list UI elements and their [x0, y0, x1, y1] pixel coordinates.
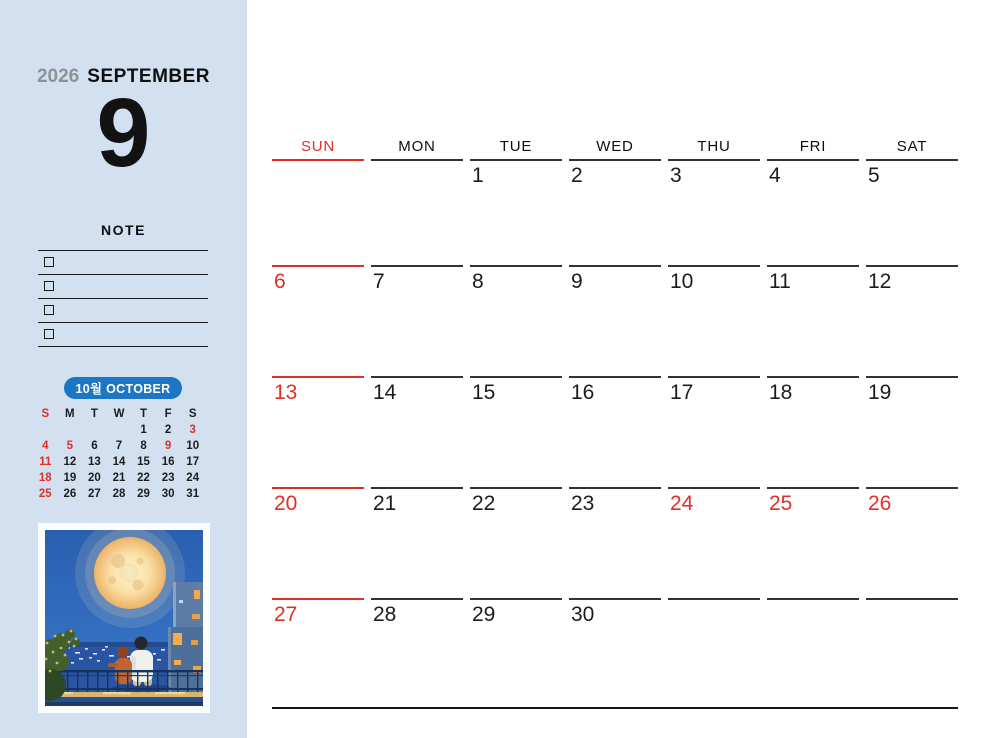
date-cell-27[interactable]: 27	[272, 598, 364, 707]
date-cell-3[interactable]: 3	[668, 159, 760, 265]
date-cell-22[interactable]: 22	[470, 487, 562, 598]
mini-date-cell: 9	[164, 440, 172, 452]
mini-date-cell: 21	[112, 472, 126, 484]
mini-date-cell: 12	[63, 456, 77, 468]
walkway	[45, 692, 203, 706]
mini-weekday-header: W	[113, 408, 125, 420]
mini-weekday-header: F	[164, 408, 172, 420]
mini-date-cell: 19	[63, 472, 77, 484]
date-cell-25[interactable]: 25	[767, 487, 859, 598]
weekday-header-thu: THU	[697, 138, 731, 155]
mini-empty-cell	[33, 422, 58, 438]
mini-weekday-header: T	[90, 408, 98, 420]
mini-date-cell: 16	[161, 456, 175, 468]
mini-date-cell: 4	[42, 440, 49, 452]
weekday-header-sun: SUN	[300, 138, 336, 155]
mini-date-cell: 6	[91, 440, 98, 452]
mini-date-cell: 23	[161, 472, 175, 484]
note-line	[38, 274, 208, 298]
date-cell-4[interactable]: 4	[767, 159, 859, 265]
mini-empty-cell	[82, 422, 107, 438]
mini-date-cell: 24	[186, 472, 200, 484]
date-cell-30[interactable]: 30	[569, 598, 661, 707]
weekday-header-sat: SAT	[896, 138, 928, 155]
month-number: 9	[96, 78, 151, 187]
mini-date-cell: 28	[112, 488, 126, 500]
date-cell-empty	[866, 598, 958, 707]
mini-date-cell: 30	[161, 488, 175, 500]
mini-date-cell: 1	[140, 424, 147, 436]
mini-date-cell: 13	[88, 456, 101, 468]
date-cell-18[interactable]: 18	[767, 376, 859, 487]
note-checkbox[interactable]	[44, 281, 54, 291]
mini-date-cell: 10	[186, 440, 200, 452]
note-line	[38, 250, 208, 274]
mini-date-cell: 17	[186, 456, 200, 468]
note-title: NOTE	[101, 222, 146, 238]
mini-weekday-header: S	[188, 408, 197, 420]
mini-calendar	[33, 406, 205, 502]
mini-weekday-header: S	[41, 408, 50, 420]
date-cell-14[interactable]: 14	[371, 376, 463, 487]
photo-frame	[38, 523, 210, 713]
weekday-header-wed: WED	[596, 138, 634, 155]
mini-date-cell: 2	[164, 424, 172, 436]
date-cell-empty	[668, 598, 760, 707]
date-cell-empty	[272, 159, 364, 265]
mini-date-cell: 20	[88, 472, 101, 484]
date-cell-29[interactable]: 29	[470, 598, 562, 707]
note-checkbox[interactable]	[44, 305, 54, 315]
mini-empty-cell	[58, 422, 83, 438]
mini-date-cell: 14	[112, 456, 126, 468]
date-cell-2[interactable]: 2	[569, 159, 661, 265]
moon-couple-illustration	[45, 530, 203, 706]
next-month-badge-label: 10월 OCTOBER	[75, 382, 171, 396]
date-cell-23[interactable]: 23	[569, 487, 661, 598]
date-cell-12[interactable]: 12	[866, 265, 958, 376]
date-cell-empty	[371, 159, 463, 265]
date-cell-17[interactable]: 17	[668, 376, 760, 487]
mini-date-cell: 18	[38, 472, 52, 484]
month-name-label: SEPTEMBER	[87, 66, 211, 87]
mini-date-cell: 8	[140, 440, 147, 452]
mini-date-cell: 31	[186, 488, 200, 500]
mini-weekday-header: M	[65, 408, 75, 420]
weekday-header-tue: TUE	[499, 138, 533, 155]
mini-date-cell: 11	[39, 456, 52, 468]
mini-date-cell: 15	[137, 456, 150, 468]
date-cell-11[interactable]: 11	[767, 265, 859, 376]
note-line	[38, 322, 208, 346]
date-cell-21[interactable]: 21	[371, 487, 463, 598]
date-cell-9[interactable]: 9	[569, 265, 661, 376]
date-cell-16[interactable]: 16	[569, 376, 661, 487]
date-cell-8[interactable]: 8	[470, 265, 562, 376]
sidebar	[0, 0, 247, 738]
mini-date-cell: 27	[88, 488, 101, 500]
weekday-header-mon: MON	[398, 138, 436, 155]
mini-date-cell: 5	[66, 440, 74, 452]
date-cell-6[interactable]: 6	[272, 265, 364, 376]
year-label: 2026	[36, 66, 80, 87]
mini-weekday-header: T	[140, 408, 148, 420]
mini-date-cell: 22	[137, 472, 150, 484]
next-month-badge[interactable]	[64, 377, 182, 399]
date-cell-19[interactable]: 19	[866, 376, 958, 487]
date-cell-26[interactable]: 26	[866, 487, 958, 598]
note-checkbox[interactable]	[44, 257, 54, 267]
date-cell-15[interactable]: 15	[470, 376, 562, 487]
note-list	[38, 250, 208, 347]
mini-date-cell: 7	[115, 440, 123, 452]
date-cell-1[interactable]: 1	[470, 159, 562, 265]
calendar-bottom-rule	[272, 707, 958, 709]
mini-date-cell: 25	[38, 488, 52, 500]
note-checkbox[interactable]	[44, 329, 54, 339]
date-cell-28[interactable]: 28	[371, 598, 463, 707]
mini-date-cell: 3	[189, 424, 196, 436]
main-calendar-grid	[272, 138, 958, 707]
date-cell-24[interactable]: 24	[668, 487, 760, 598]
mini-empty-cell	[107, 422, 132, 438]
date-cell-10[interactable]: 10	[668, 265, 760, 376]
date-cell-5[interactable]: 5	[866, 159, 958, 265]
date-cell-20[interactable]: 20	[272, 487, 364, 598]
mini-date-cell: 26	[63, 488, 77, 500]
date-cell-empty	[767, 598, 859, 707]
weekday-header-fri: FRI	[799, 138, 827, 155]
mini-date-cell: 29	[137, 488, 150, 500]
date-cell-7[interactable]: 7	[371, 265, 463, 376]
date-cell-13[interactable]: 13	[272, 376, 364, 487]
note-line	[38, 298, 208, 322]
